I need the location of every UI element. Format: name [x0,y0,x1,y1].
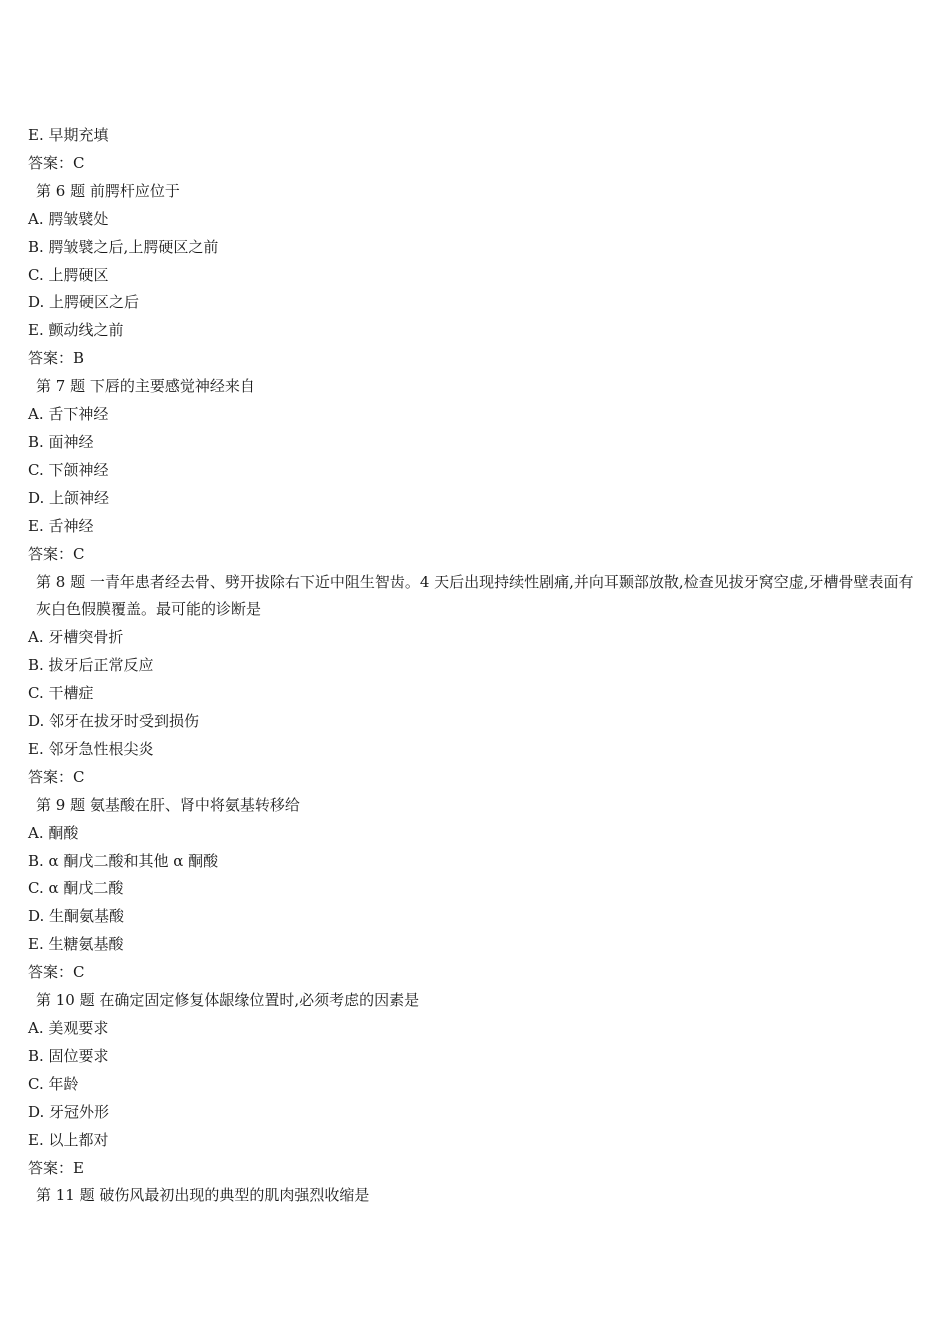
question-line: 第 7 题 下唇的主要感觉神经来自 [36,377,255,396]
option-line: C. 上腭硬区 [28,265,109,284]
option-line: B. α 酮戊二酸和其他 α 酮酸 [28,851,219,870]
option-line: D. 生酮氨基酸 [28,907,125,926]
option-line: A. 腭皱襞处 [28,209,109,228]
document-body [28,122,928,1210]
option-line: B. 固位要求 [28,1046,109,1065]
option-line: B. 拔牙后正常反应 [28,656,154,675]
option-line: E. 生糖氨基酸 [28,935,124,954]
option-line: D. 牙冠外形 [28,1102,110,1121]
answer-line: 答案：C [28,767,85,786]
option-line: D. 邻牙在拔牙时受到损伤 [28,712,200,731]
option-line: A. 酮酸 [28,823,79,842]
question-line: 第 9 题 氨基酸在肝、肾中将氨基转移给 [36,795,300,814]
answer-line: 答案：B [28,349,85,368]
option-line: D. 上颌神经 [28,488,110,507]
option-line: C. 年龄 [28,1074,79,1093]
option-line: C. 干槽症 [28,684,94,703]
question-line: 第 10 题 在确定固定修复体龈缘位置时,必须考虑的因素是 [36,991,420,1010]
option-line: B. 腭皱襞之后,上腭硬区之前 [28,237,219,256]
option-line: A. 美观要求 [28,1019,109,1037]
option-line: B. 面神经 [28,432,94,451]
option-line: E. 颤动线之前 [28,321,124,340]
question-line: 第 6 题 前腭杆应位于 [36,181,180,200]
option-line: C. 下颌神经 [28,460,109,479]
question-line: 第 11 题 破伤风最初出现的典型的肌肉强烈收缩是 [36,1186,370,1205]
answer-line: 答案：C [28,963,85,982]
option-line: E. 邻牙急性根尖炎 [28,739,154,758]
option-line: D. 上腭硬区之后 [28,293,140,312]
question-line: 第 8 题 一青年患者经去骨、劈开拔除右下近中阻生智齿。4 天后出现持续性剧痛,并向耳颞部放散,检查见拔牙窝空虚,牙槽骨壁表面有灰白色假膜覆盖。最可能的诊断是 [36,572,914,619]
option-line: A. 牙槽突骨折 [28,628,124,647]
answer-line: 答案：C [28,153,85,172]
answer-line: 答案：E [28,1158,84,1177]
option-line: C. α 酮戊二酸 [28,879,124,898]
option-line: E. 舌神经 [28,516,94,535]
option-line: E. 以上都对 [28,1130,109,1149]
option-line: E. 早期充填 [28,126,109,144]
option-line: A. 舌下神经 [28,405,109,424]
answer-line: 答案：C [28,544,85,563]
